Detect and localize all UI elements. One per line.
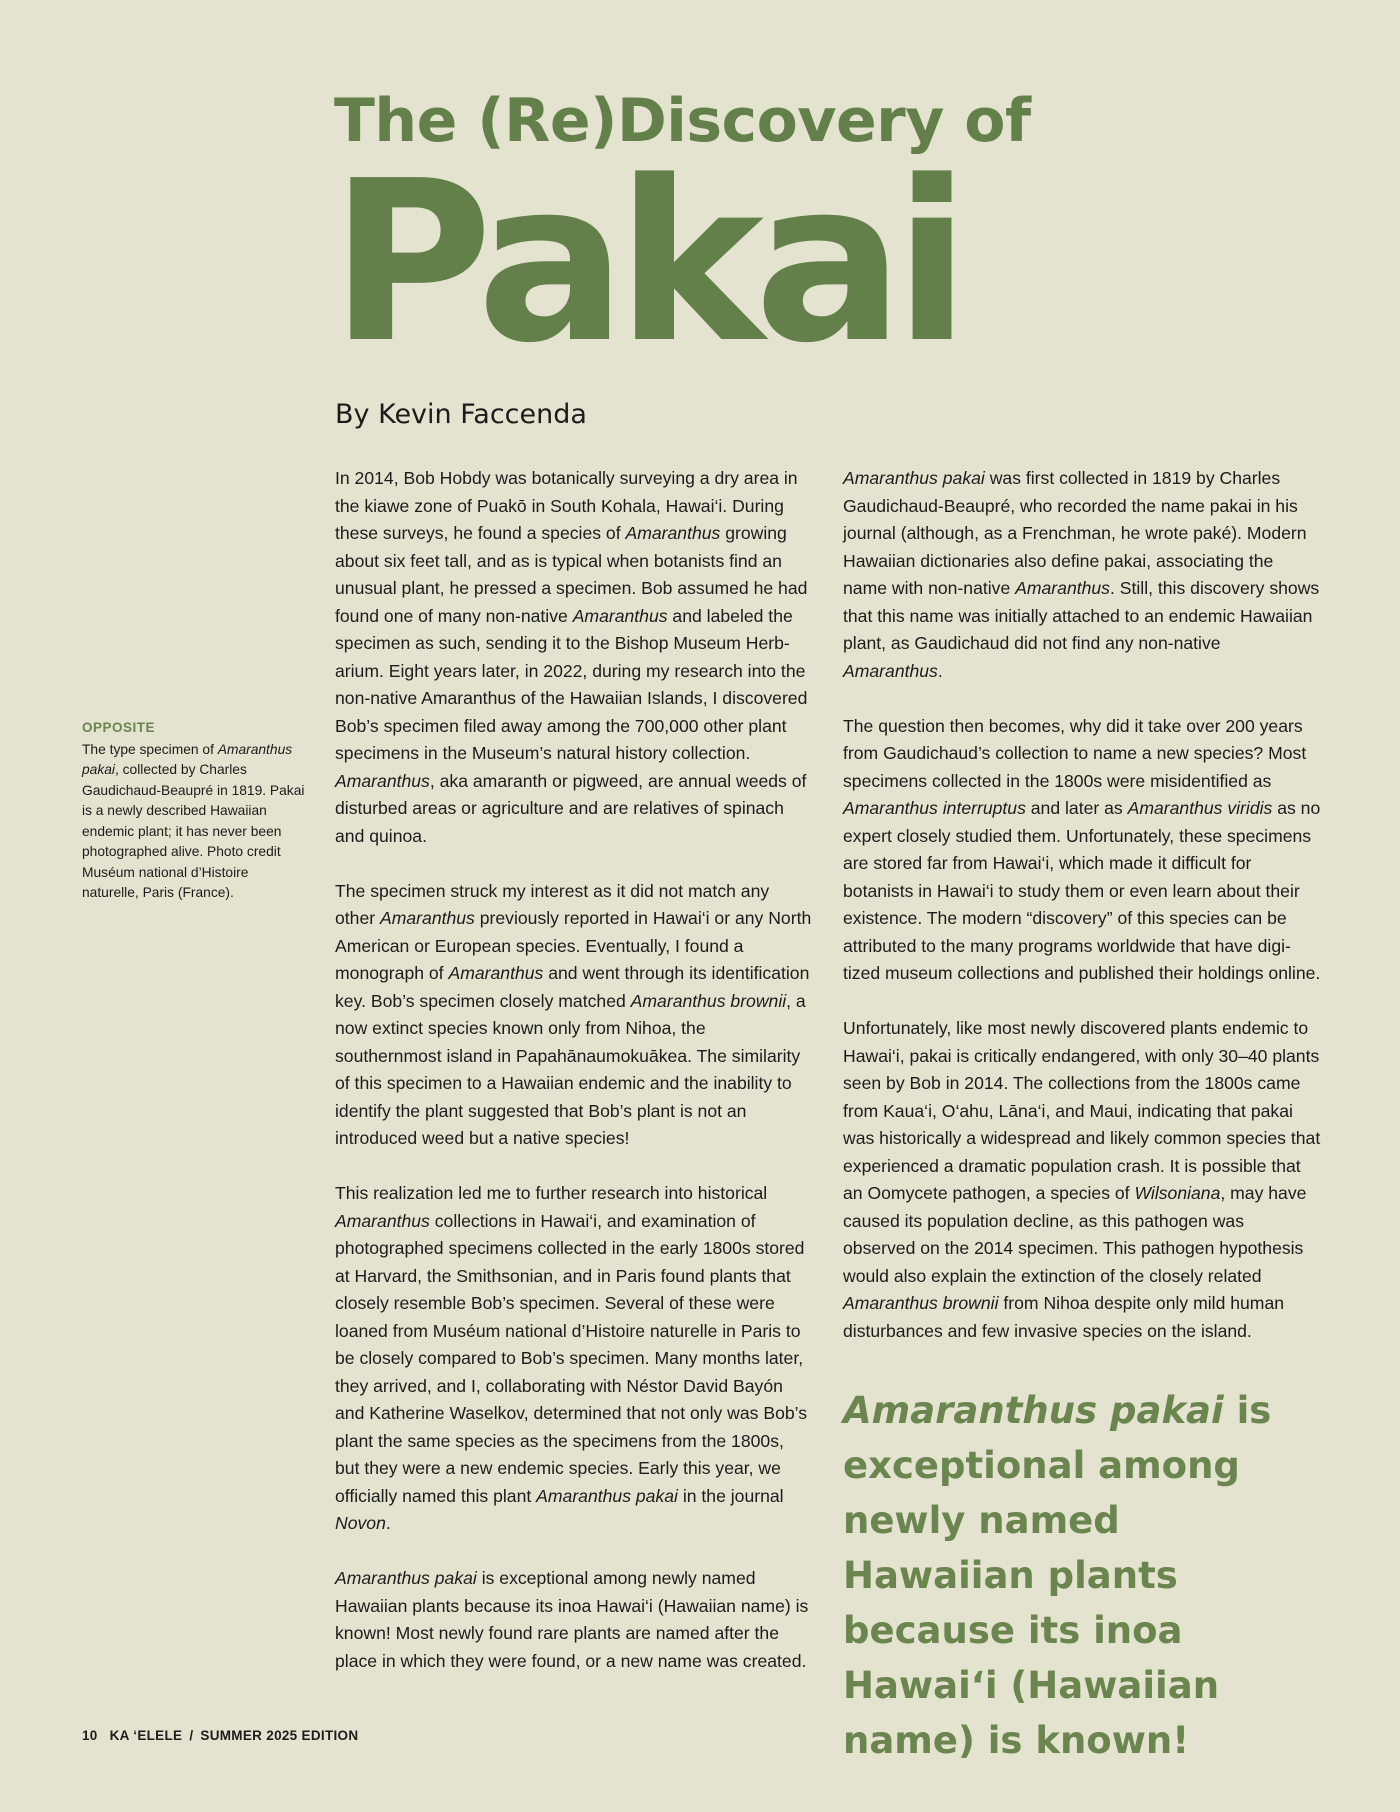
page-footer xyxy=(82,1728,358,1743)
text-run: . Still, this discovery shows that this name was initially attached to an endemic Hawaiian plant, as Gaudichaud did not find any non-native xyxy=(843,578,1320,653)
italic-text: Amaranthus brownii xyxy=(843,1293,999,1313)
text-run: in the journal xyxy=(677,1485,784,1506)
caption-label: OPPOSITE xyxy=(82,720,156,735)
italic-text: Amaranthus xyxy=(843,660,938,681)
italic-text: Amaranthus xyxy=(335,1210,430,1231)
body-paragraph xyxy=(843,465,1321,685)
italic-text: Novon xyxy=(335,1513,386,1533)
body-paragraph xyxy=(335,1565,813,1675)
body-column-right xyxy=(843,465,1321,1373)
text-run: , aka amaranth or pigweed, are annual weeds of disturbed areas or agriculture and are relatives of spinach and quinoa. xyxy=(335,770,807,846)
text-run: This realization led me to further research into historical xyxy=(335,1183,768,1203)
page-number: 10 xyxy=(82,1728,98,1743)
text-run: . xyxy=(385,1513,391,1533)
text-run: is exceptional among newly named Hawaiian plants because its inoa Hawai‘i (Hawaiian name) is known! Most newly found rare plants are named after the place in which they were found, or a new name was created. xyxy=(335,1568,809,1671)
text-run: previously reported in Hawai‘i or any North American or European species. Eventually, I found a monograph of xyxy=(335,908,812,983)
italic-text: Amaranthus pakai xyxy=(82,741,293,777)
text-run: and went through its identification key. Bob’s specimen closely matched xyxy=(335,963,810,1011)
italic-text: Amaranthus xyxy=(335,770,430,791)
text-run: collections in Hawai‘i, and examination of photographed specimens collected in the early 1800s stored at Harvard, the Smithsonian, and in Paris found plants that closely resemble Bob’s specimen. Several of these were loaned from Muséum national d’Histoire naturelle in Paris to be closely compared to Bob’s specimen. Many months later, they arrived, and I, collaborating with Néstor David Bayón and Katherine Waselkov, determined that not only was Bob’s plant the same species as the specimens from the 1800s, but they were a new endemic species. Early this year, we officially named this plant xyxy=(335,1210,808,1506)
footer-separator: / xyxy=(189,1728,194,1743)
publication-name: KA ‘ELELE xyxy=(109,1728,183,1743)
text-run: as no expert closely studied them. Unfortunately, these specimens are stored far from Hawai‘i, which made it difficult for botanists in Hawai‘i to study them or even learn about their existence. The modern “discovery” of this species can be attributed to the many programs worldwide that have digitized museum collections and published their holdings online. xyxy=(843,798,1321,983)
italic-text: Amaranthus pakai xyxy=(335,1568,477,1588)
italic-text: Amaranthus viridis xyxy=(1127,798,1273,818)
text-run: from Nihoa despite only mild human disturbances and few invasive species on the island. xyxy=(843,1293,1285,1341)
text-run: is exceptional among newly named Hawaiian plants because its inoa Hawai‘i (Hawaiian name) is known! xyxy=(843,1389,1272,1762)
body-paragraph xyxy=(843,1015,1321,1345)
body-column-left xyxy=(335,465,813,1703)
italic-text: Amaranthus brownii xyxy=(630,990,787,1011)
text-run: Unfortunately, like most newly discovered plants endemic to Hawai‘i, pakai is critically endangered, with only 30–40 plants seen by Bob in 2014. The collections from the 1800s came from Kaua‘i, O‘ahu, Lāna‘i, and Maui, indicating that pakai was historically a widespread and likely common species that experienced a dramatic population crash. It is possible that an Oomycete pathogen, a species of xyxy=(843,1018,1321,1203)
text-run: The question then becomes, why did it take over 200 years from Gaudichaud’s collection to name a new species? Most specimens collected in the 1800s were misidentified as xyxy=(843,715,1307,791)
article-title: Pakai xyxy=(330,134,961,392)
text-run: The type specimen of xyxy=(82,741,218,757)
italic-text: Amaranthus xyxy=(448,963,544,983)
italic-text: Amaranthus xyxy=(380,908,475,928)
edition-label: SUMMER 2025 EDITION xyxy=(200,1728,359,1743)
body-paragraph xyxy=(335,465,813,850)
body-paragraph xyxy=(335,1180,813,1538)
body-paragraph xyxy=(335,878,813,1153)
italic-text: Amaranthus xyxy=(1015,578,1110,598)
text-run: The specimen struck my interest as it did not match any other xyxy=(335,880,770,928)
italic-text: Wilsoniana xyxy=(1134,1183,1221,1203)
text-run: growing about six feet tall, and as is typical when botanists find an unusual plant, he pressed a specimen. Bob assumed he had found one of many non-native xyxy=(335,523,808,626)
italic-text: Amaranthus xyxy=(572,605,668,626)
body-paragraph xyxy=(843,713,1321,988)
text-run: . xyxy=(937,660,943,681)
italic-text: Amaranthus pakai xyxy=(843,468,985,488)
article-byline: By Kevin Faccenda xyxy=(335,399,587,430)
text-run: was first collected in 1819 by Charles Gaudichaud-Beaupré, who recorded the name pakai in his journal (although, as a Frenchman, he wrote paké). Modern Hawaiian dictionaries also define pakai, associating the name with non-native xyxy=(843,468,1307,598)
text-run: and later as xyxy=(1025,798,1128,818)
italic-text: Amaranthus pakai xyxy=(536,1485,678,1506)
italic-text: Amaranthus xyxy=(625,523,721,543)
caption-text xyxy=(82,740,307,904)
article-kicker: The (Re)Discovery of xyxy=(334,86,1031,156)
italic-text: Amaranthus interruptus xyxy=(843,798,1026,818)
photo-caption xyxy=(82,718,307,904)
text-run: and labeled the specimen as such, sending it to the Bishop Museum Herbarium. Eight years later, in 2022, during my research into the non-native Amaranthus of the Hawaiian Islands, I discovered Bob’s specimen filed away among the 700,000 other plant specimens in the Museum’s natural history collection. xyxy=(335,605,808,763)
text-run: , may have caused its population decline, as this pathogen was observed on the 2014 specimen. This pathogen hypothesis would also explain the extinction of the closely related xyxy=(843,1183,1307,1286)
pull-quote xyxy=(843,1383,1323,1768)
text-run: , collected by Charles Gaudichaud-Beaupré in 1819. Pakai is a newly described Hawaiian endemic plant; it has never been photographed alive. Photo credit Muséum national d’Histoire naturelle, Paris (France). xyxy=(82,762,305,900)
text-run: In 2014, Bob Hobdy was botanically surveying a dry area in the kiawe zone of Puakō in South Kohala, Hawai‘i. During these surveys, he found a species of xyxy=(335,468,798,543)
text-run: , a now extinct species known only from Nihoa, the southernmost island in Papahānaumokuākea. The similarity of this specimen to a Hawaiian endemic and the inability to identify the plant suggested that Bob’s plant is not an introduced weed but a native species! xyxy=(335,990,806,1148)
italic-text: Amaranthus pakai xyxy=(843,1389,1224,1432)
